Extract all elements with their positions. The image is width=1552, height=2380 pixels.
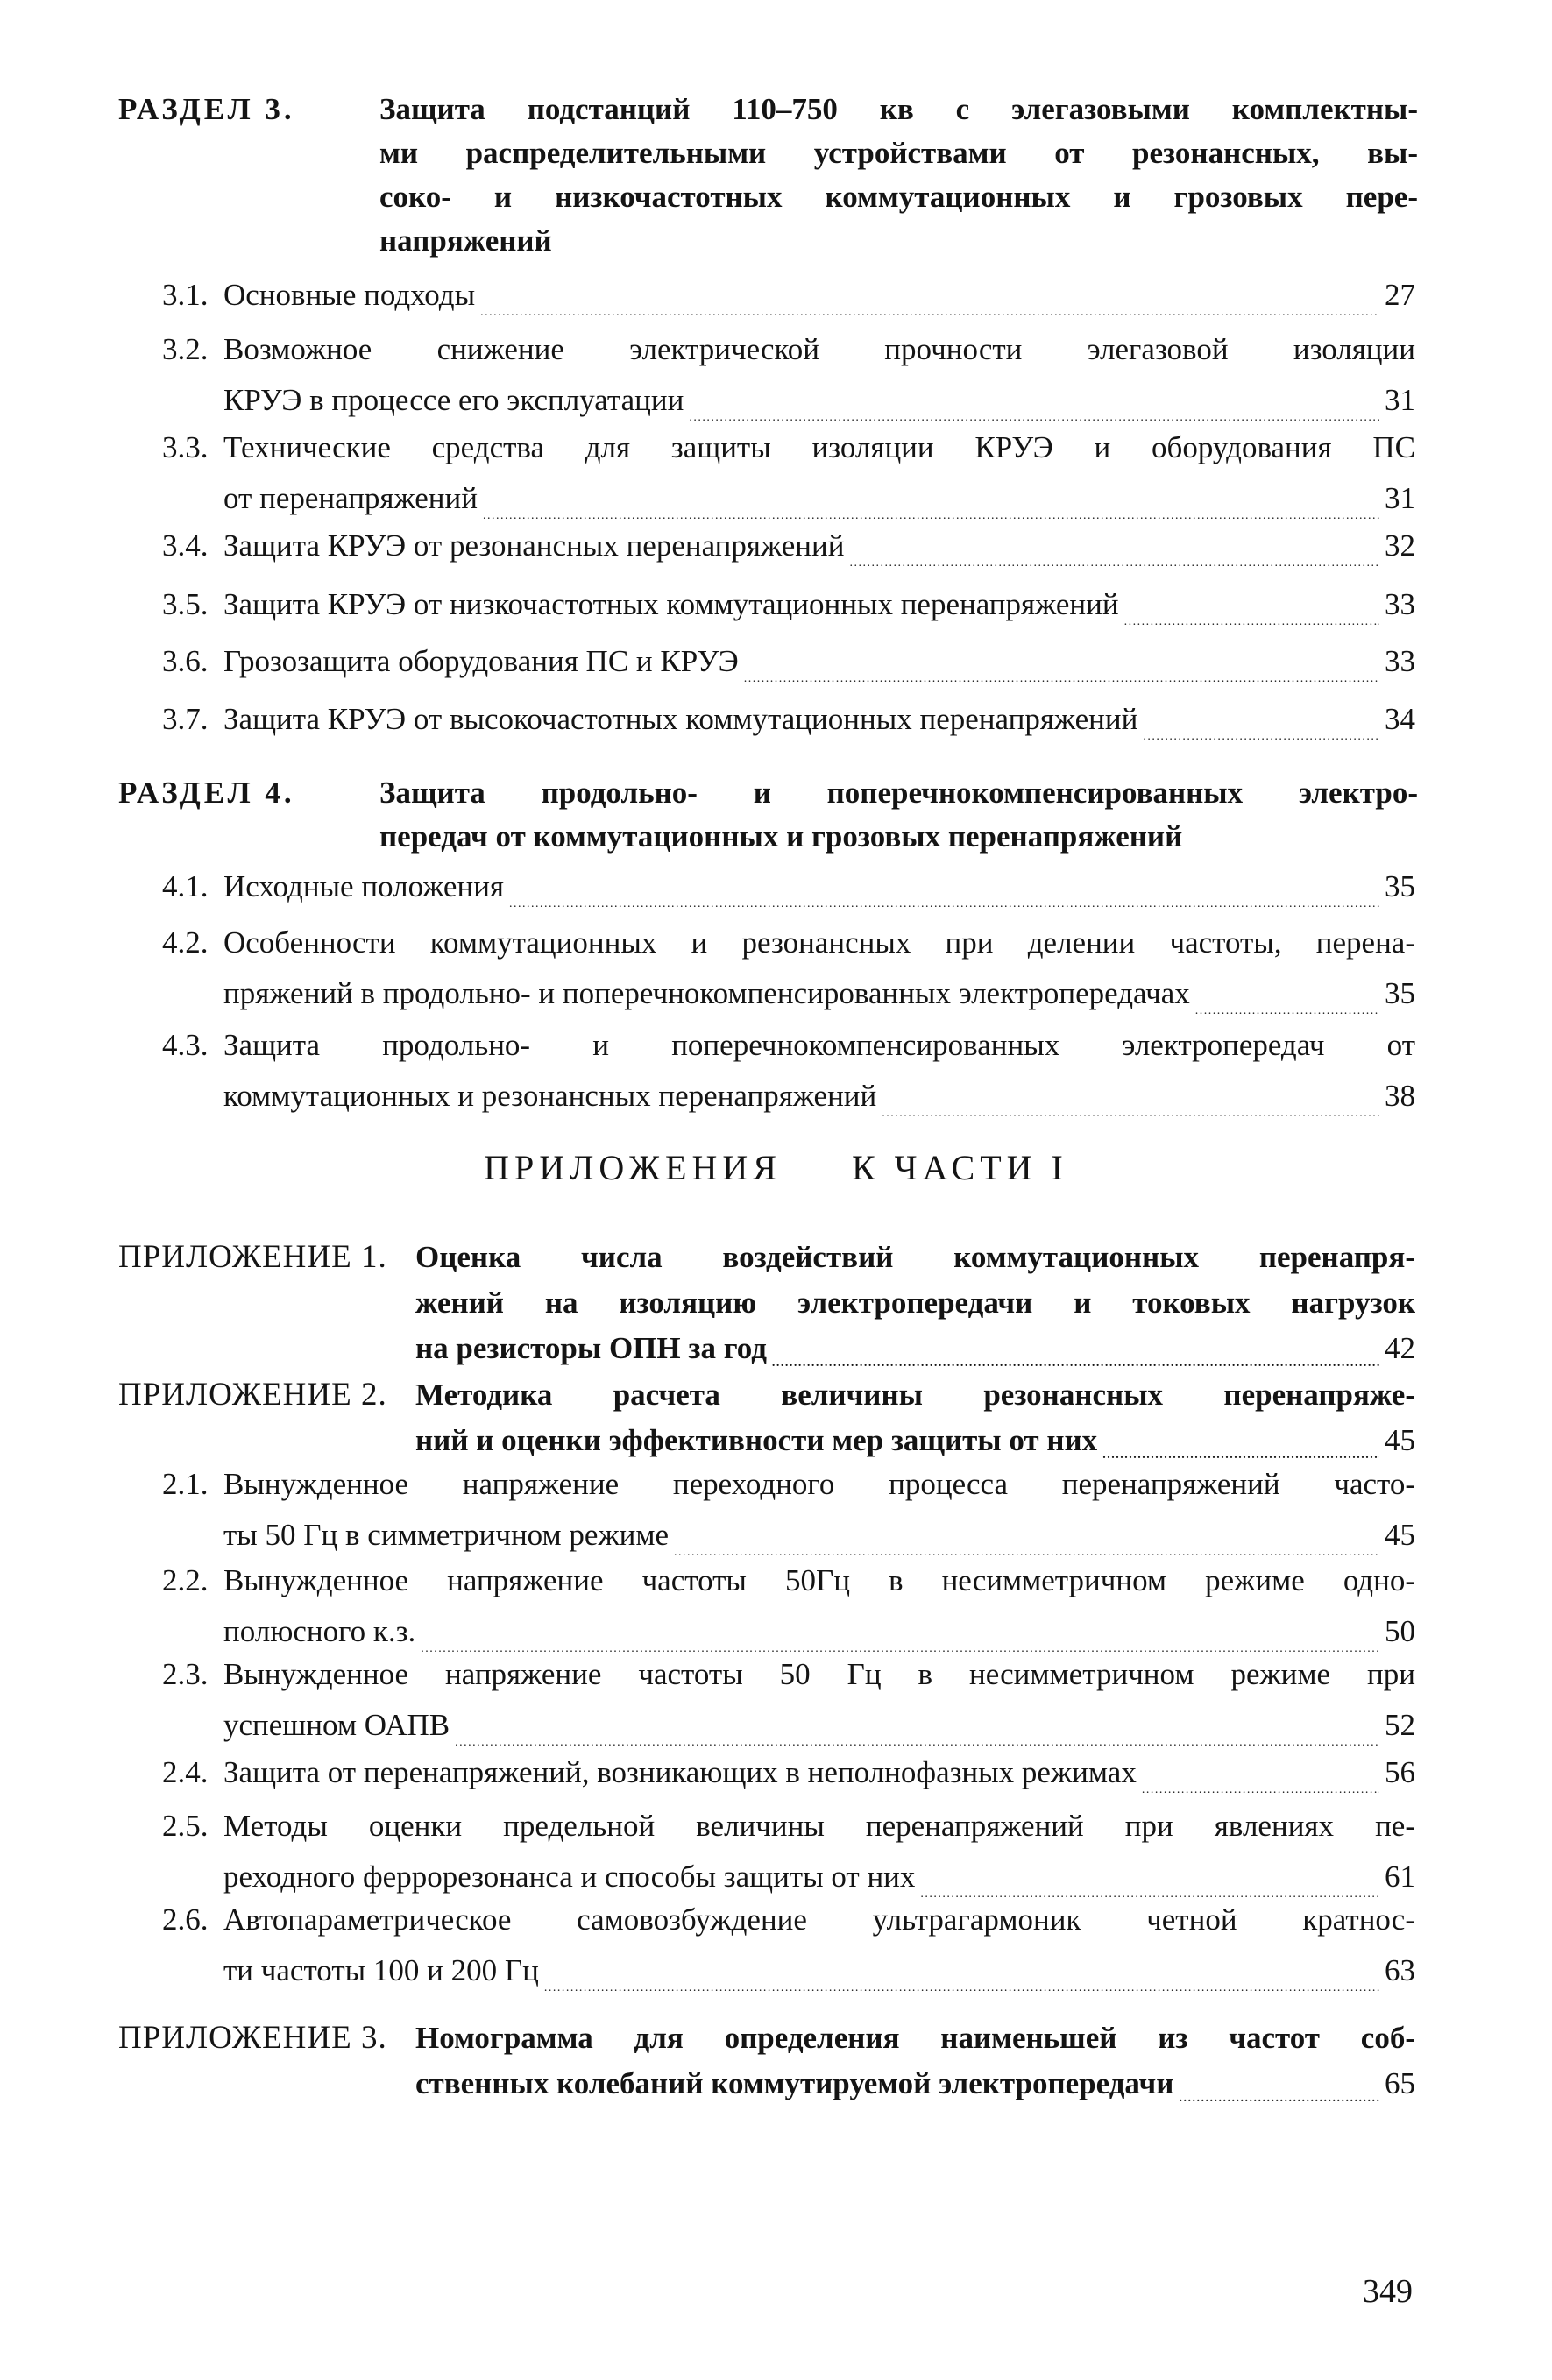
entry-number: 3.7.: [162, 702, 209, 736]
entry-page: 61: [1385, 1859, 1415, 1894]
entry-number: 3.5.: [162, 587, 209, 621]
section-3-title-line: соко- и низкочастотных коммутационных и грозовых пере-: [379, 180, 1418, 214]
entry-page: 63: [1385, 1953, 1415, 1987]
toc-entry-2-1[interactable]: [162, 1459, 1415, 1561]
entry-page: 42: [1385, 1331, 1415, 1365]
appendix-2[interactable]: [118, 1372, 1415, 1467]
dot-leader: [1143, 719, 1379, 745]
appendix-3-label: ПРИЛОЖЕНИЕ 3.: [118, 2020, 387, 2056]
entry-title: Защита КРУЭ от высокочастотных коммутационных перенапряжений: [223, 702, 1138, 736]
appendix-title-line: Методика расчета величины резонансных перенапряже-: [415, 1378, 1415, 1412]
entry-title-line: Методы оценки предельной величины перенапряжений при явлениях пе-: [223, 1809, 1415, 1843]
toc-entry-4-3[interactable]: [162, 1020, 1415, 1122]
entry-page: 65: [1385, 2066, 1415, 2100]
entry-number: 2.5.: [162, 1809, 209, 1843]
entry-title: ти частоты 100 и 200 Гц: [223, 1953, 539, 1987]
toc-entry-2-6[interactable]: [162, 1895, 1415, 1996]
appendix-title-line: на резисторы ОПН за год: [415, 1331, 767, 1365]
section-3-title-line: Защита подстанций 110–750 кв с элегазовыми комплектны-: [379, 92, 1418, 126]
entry-page: 56: [1385, 1755, 1415, 1789]
section-3-title: [379, 88, 1418, 263]
toc-entry-4-1[interactable]: [162, 861, 1415, 912]
toc-entry-3-6[interactable]: [162, 636, 1415, 687]
toc-entry-3-3[interactable]: [162, 422, 1415, 524]
appendix-3[interactable]: [118, 2015, 1415, 2110]
entry-title: Грозозащита оборудования ПС и КРУЭ: [223, 644, 739, 678]
appendix-1[interactable]: [118, 1235, 1415, 1375]
toc-entry-3-4[interactable]: [162, 521, 1415, 571]
entry-page: 35: [1385, 869, 1415, 903]
dot-leader: [509, 886, 1379, 912]
appendix-title-line: Номограмма для определения наименьшей из частот соб-: [415, 2021, 1415, 2055]
entry-title: пряжений в продольно- и поперечнокомпенсированных электропередачах: [223, 976, 1190, 1010]
entry-title: полюсного к.з.: [223, 1614, 416, 1648]
entry-number: 3.3.: [162, 430, 209, 464]
section-4-title-line: Защита продольно- и поперечнокомпенсированных электро-: [379, 776, 1418, 810]
entry-page: 50: [1385, 1614, 1415, 1648]
section-4-header: [118, 771, 1418, 859]
entry-title: Защита КРУЭ от низкочастотных коммутационных перенапряжений: [223, 587, 1119, 621]
dot-leader: [849, 545, 1379, 571]
toc-entry-3-2[interactable]: [162, 324, 1415, 426]
appendix-title-line: жений на изоляцию электропередачи и токовых нагрузок: [415, 1286, 1415, 1320]
toc-entry-2-4[interactable]: [162, 1747, 1415, 1798]
entry-title: Защита КРУЭ от резонансных перенапряжений: [223, 528, 845, 563]
entry-page: 34: [1385, 702, 1415, 736]
entry-number: 4.2.: [162, 925, 209, 960]
entry-page: 31: [1385, 481, 1415, 515]
dot-leader: [1142, 1772, 1379, 1798]
section-3-title-line: напряжений: [379, 223, 552, 258]
entry-title: КРУЭ в процессе его эксплуатации: [223, 383, 684, 417]
appendix-heading: [0, 1142, 1552, 1194]
appendix-title-line: ственных колебаний коммутируемой электропередачи: [415, 2066, 1174, 2100]
appendix-2-title: [415, 1372, 1415, 1463]
dot-leader: [1195, 993, 1379, 1019]
dot-leader: [772, 1345, 1379, 1371]
entry-title: от перенапряжений: [223, 481, 478, 515]
entry-title-line: Технические средства для защиты изоляции КРУЭ и оборудования ПС: [223, 430, 1415, 464]
entry-number: 3.4.: [162, 528, 209, 563]
toc-entry-2-5[interactable]: [162, 1801, 1415, 1902]
toc-entry-2-2[interactable]: [162, 1555, 1415, 1657]
entry-page: 45: [1385, 1518, 1415, 1552]
entry-title-line: Защита продольно- и поперечнокомпенсированных электропередач от: [223, 1028, 1415, 1062]
section-3-header: [118, 88, 1418, 263]
entry-title: успешном ОАПВ: [223, 1708, 450, 1742]
dot-leader: [480, 294, 1379, 321]
entry-number: 2.3.: [162, 1657, 209, 1691]
entry-title-line: Автопараметрическое самовозбуждение ультрагармоник четной кратнос-: [223, 1902, 1415, 1937]
appendix-heading-left: ПРИЛОЖЕНИЯ: [484, 1148, 782, 1187]
toc-entry-2-3[interactable]: [162, 1649, 1415, 1751]
entry-number: 2.2.: [162, 1563, 209, 1597]
toc-entry-4-2[interactable]: [162, 917, 1415, 1019]
entry-page: 35: [1385, 976, 1415, 1010]
entry-page: 32: [1385, 528, 1415, 563]
entry-number: 3.1.: [162, 278, 209, 312]
entry-title-line: Особенности коммутационных и резонансных при делении частоты, перена-: [223, 925, 1415, 960]
appendix-title-line: Оценка числа воздействий коммутационных перенапря-: [415, 1240, 1415, 1274]
appendix-1-title: [415, 1235, 1415, 1371]
toc-entry-3-5[interactable]: [162, 579, 1415, 630]
section-3-title-line: ми распределительными устройствами от резонансных, вы-: [379, 136, 1418, 170]
appendix-3-title: [415, 2015, 1415, 2107]
entry-page: 33: [1385, 644, 1415, 678]
entry-title: ты 50 Гц в симметричном режиме: [223, 1518, 670, 1552]
appendix-title-line: ний и оценки эффективности мер защиты от них: [415, 1423, 1098, 1457]
appendix-heading-right: К ЧАСТИ I: [851, 1148, 1068, 1187]
appendix-1-label: ПРИЛОЖЕНИЕ 1.: [118, 1239, 387, 1275]
dot-leader: [744, 661, 1379, 687]
entry-page: 38: [1385, 1079, 1415, 1113]
entry-number: 4.3.: [162, 1028, 209, 1062]
section-4-label: РАЗДЕЛ 4.: [118, 776, 295, 810]
dot-leader: [882, 1095, 1379, 1122]
section-4-title: [379, 771, 1418, 859]
entry-page: 27: [1385, 278, 1415, 312]
entry-title: Исходные положения: [223, 869, 505, 903]
entry-number: 2.4.: [162, 1755, 209, 1789]
entry-page: 31: [1385, 383, 1415, 417]
toc-entry-3-7[interactable]: [162, 694, 1415, 745]
dot-leader: [544, 1970, 1379, 1996]
dot-leader: [1179, 2080, 1379, 2107]
toc-entry-3-1[interactable]: [162, 270, 1415, 321]
entry-title: коммутационных и резонансных перенапряжений: [223, 1079, 877, 1113]
section-3-label: РАЗДЕЛ 3.: [118, 92, 295, 126]
entry-page: 33: [1385, 587, 1415, 621]
entry-title: реходного феррорезонанса и способы защиты от них: [223, 1859, 916, 1894]
entry-number: 3.6.: [162, 644, 209, 678]
dot-leader: [1124, 604, 1379, 630]
entry-number: 3.2.: [162, 332, 209, 366]
entry-number: 2.6.: [162, 1902, 209, 1937]
entry-title-line: Вынужденное напряжение переходного процесса перенапряжений часто-: [223, 1467, 1415, 1501]
entry-number: 4.1.: [162, 869, 209, 903]
entry-title-line: Вынужденное напряжение частоты 50 Гц в несимметричном режиме при: [223, 1657, 1415, 1691]
entry-page: 52: [1385, 1708, 1415, 1742]
appendix-2-label: ПРИЛОЖЕНИЕ 2.: [118, 1377, 387, 1413]
entry-title-line: Вынужденное напряжение частоты 50Гц в несимметричном режиме одно-: [223, 1563, 1415, 1597]
entry-number: 2.1.: [162, 1467, 209, 1501]
entry-title: Основные подходы: [223, 278, 476, 312]
section-4-title-line: передач от коммутационных и грозовых перенапряжений: [379, 819, 1183, 854]
page-number: 349: [1363, 2273, 1413, 2310]
entry-page: 45: [1385, 1423, 1415, 1457]
entry-title: Защита от перенапряжений, возникающих в неполнофазных режимах: [223, 1755, 1137, 1789]
entry-title-line: Возможное снижение электрической прочности элегазовой изоляции: [223, 332, 1415, 366]
